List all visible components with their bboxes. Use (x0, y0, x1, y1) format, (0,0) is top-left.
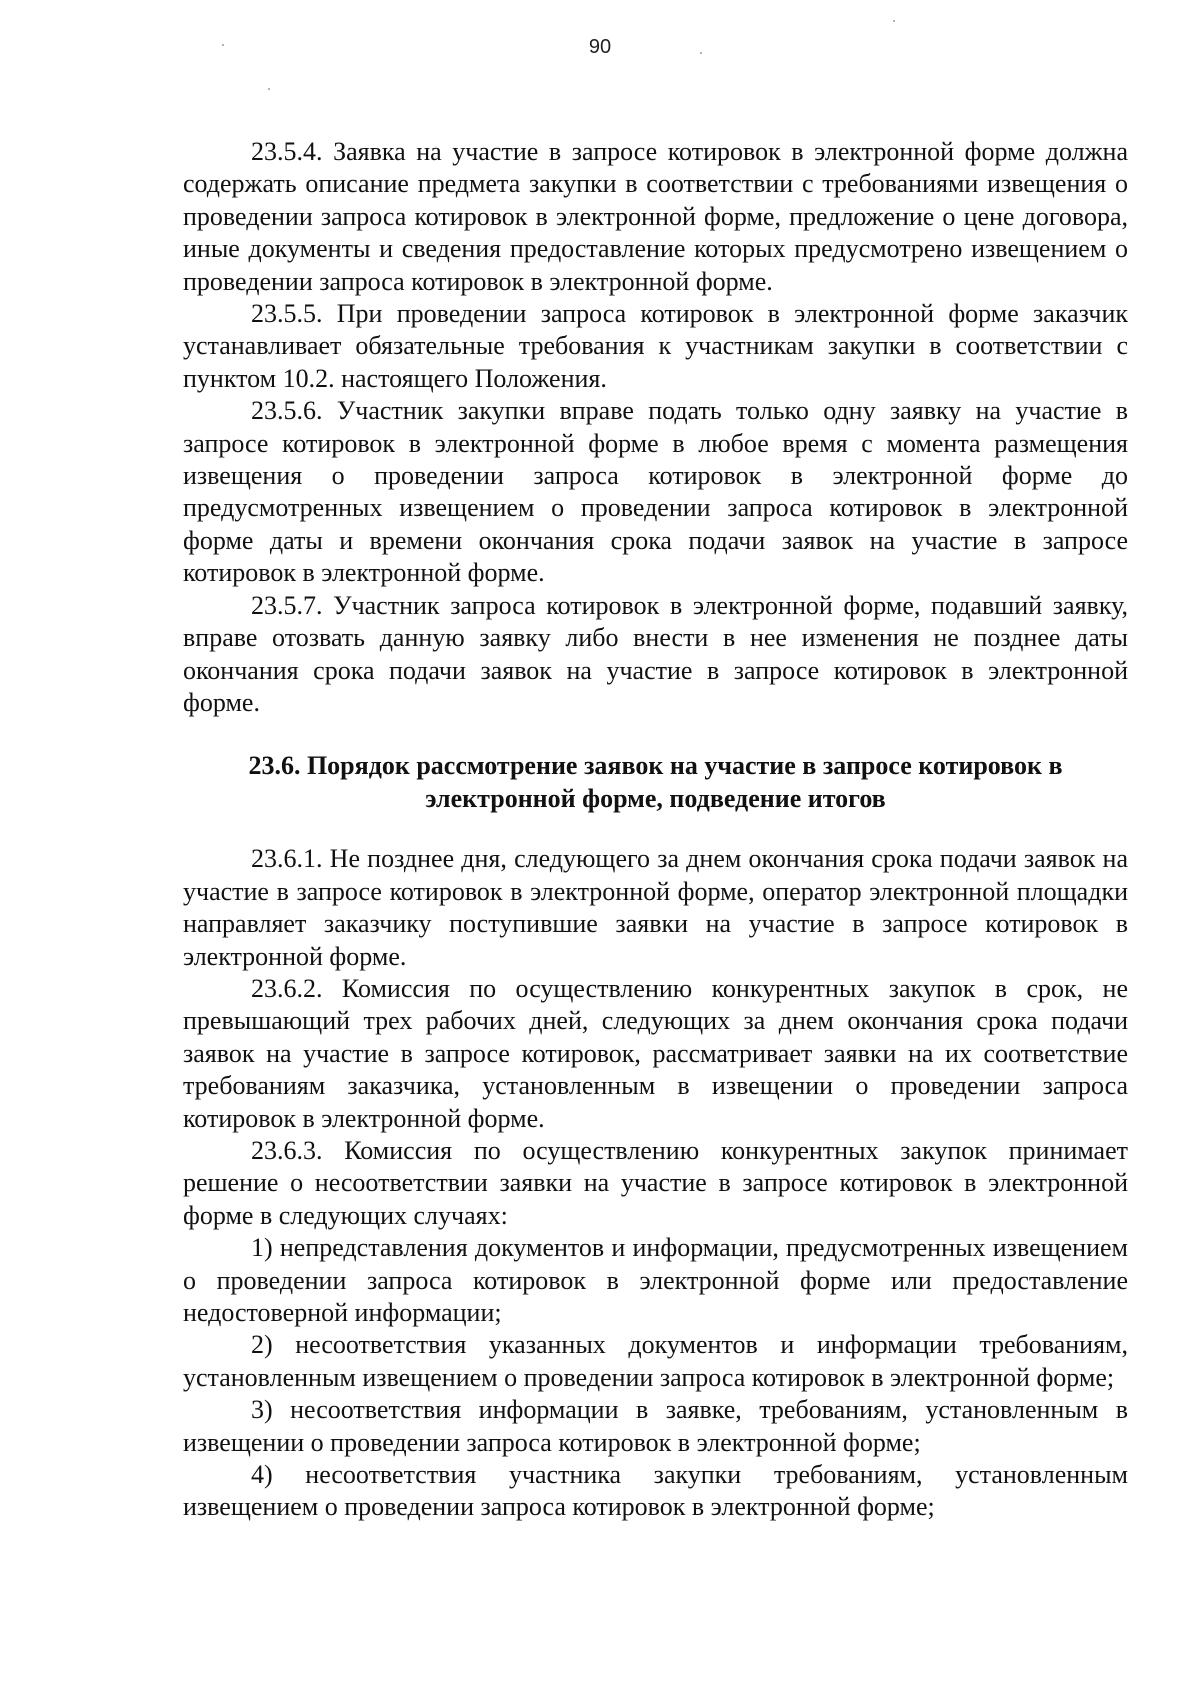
paragraph-23-5-5: 23.5.5. При проведении запроса котировок в электронной форме заказчик устанавливает обязательные требования к участникам закупки в соответствии с пунктом 10.2. настоящего Положения. (183, 299, 1128, 393)
list-item-4: 4) несоответствия участника закупки требованиям, установленным извещением о проведении запроса котировок в электронной форме; (183, 1460, 1128, 1522)
paragraph-23-6-1: 23.6.1. Не позднее дня, следующего за днем окончания срока подачи заявок на участие в запросе котировок в электронной форме, оператор электронной площадки направляет заказчику поступившие заявки на участие в запросе котировок в электронной форме. (183, 844, 1128, 971)
section-heading-line-2: электронной форме, подведение итогов (425, 784, 886, 814)
section-heading-line-1: 23.6. Порядок рассмотрение заявок на участие в запросе котировок в (248, 751, 1063, 781)
scan-speck (893, 20, 895, 22)
list-item-2: 2) несоответствия указанных документов и информации требованиям, установленным извещением о проведении запроса котировок в электронной форме; (183, 1330, 1128, 1392)
page-number: 90 (588, 36, 612, 58)
section-heading (183, 749, 1128, 815)
paragraph-23-5-7: 23.5.7. Участник запроса котировок в электронной форме, подавший заявку, вправе отозвать данную заявку либо внести в нее изменения не позднее даты окончания срока подачи заявок на участие в запросе котировок в электронной форме. (183, 590, 1128, 717)
paragraph-23-6-2: 23.6.2. Комиссия по осуществлению конкурентных закупок в срок, не превышающий трех рабочих дней, следующих за днем окончания срока подачи заявок на участие в запросе котировок, рассматривает заявки на их соответствие требованиям заказчика, установленным в извещении о проведении запроса котировок в электронной форме. (183, 973, 1128, 1133)
scan-speck (268, 88, 270, 90)
list-item-1: 1) непредставления документов и информации, предусмотренных извещением о проведении запроса котировок в электронной форме или предоставление недостоверной информации; (183, 1233, 1128, 1327)
document-body (183, 136, 1128, 1524)
paragraph-23-5-4: 23.5.4. Заявка на участие в запросе котировок в электронной форме должна содержать описание предмета закупки в соответствии с требованиями извещения о проведении запроса котировок в электронной форме, предложение о цене договора, иные документы и сведения предоставление которых предусмотрено извещением о проведении запроса котировок в электронной форме. (183, 137, 1128, 296)
list-item-3: 3) несоответствия информации в заявке, требованиям, установленным в извещении о проведении запроса котировок в электронной форме; (183, 1395, 1128, 1457)
paragraph-23-6-3: 23.6.3. Комиссия по осуществлению конкурентных закупок принимает решение о несоответствии заявки на участие в запросе котировок в электронной форме в следующих случаях: (183, 1135, 1128, 1230)
paragraph-23-5-6: 23.5.6. Участник закупки вправе подать только одну заявку на участие в запросе котировок в электронной форме в любое время с момента размещения извещения о проведении запроса котировок в электронной форме до предусмотренных извещением о проведении запроса котировок в электронной форме даты и времени окончания срока подачи заявок на участие в запросе котировок в электронной форме. (183, 396, 1128, 588)
